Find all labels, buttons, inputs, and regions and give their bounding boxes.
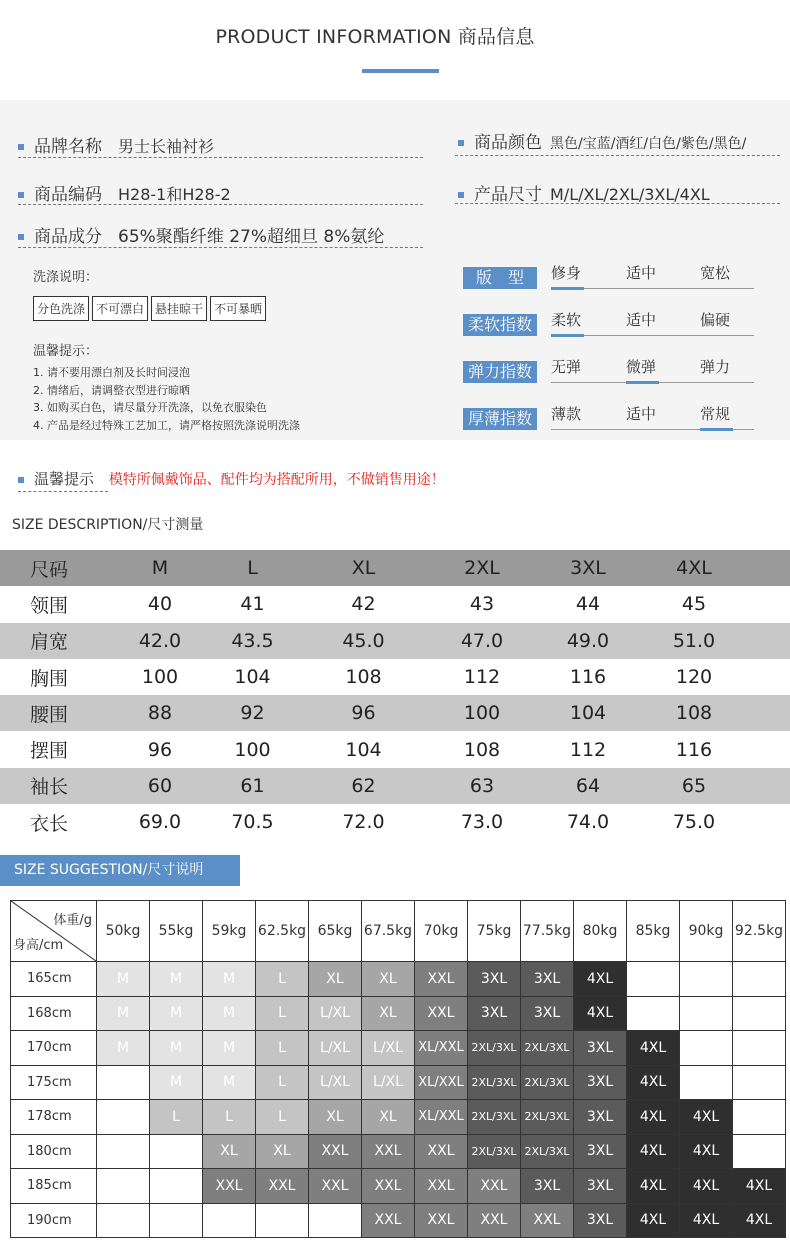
table-row	[0, 586, 790, 622]
size-cell: 4XL	[733, 1203, 786, 1238]
height-label: 190cm	[11, 1203, 97, 1238]
size-cell	[97, 1134, 150, 1169]
divider	[18, 204, 423, 205]
table-padding	[744, 804, 790, 840]
height-label: 175cm	[11, 1065, 97, 1100]
size-cell: 3XL	[574, 1169, 627, 1204]
size-cell	[733, 1065, 786, 1100]
table-row	[11, 1065, 786, 1100]
warm-note	[18, 468, 445, 489]
attribute-label: 版 型	[463, 267, 537, 289]
size-cell: XXL	[415, 962, 468, 997]
size-cell: XL	[203, 1134, 256, 1169]
table-cell: 69.0	[138, 811, 182, 834]
size-cell: L	[256, 1065, 309, 1100]
size-cell: M	[203, 996, 256, 1031]
size-cell: M	[150, 1065, 203, 1100]
washing-tags	[33, 296, 269, 321]
table-cell: 70.5	[231, 811, 274, 834]
table-cell: 104	[234, 666, 271, 689]
size-cell: 4XL	[574, 996, 627, 1031]
bullet-icon	[18, 192, 24, 198]
size-cell: 4XL	[680, 1100, 733, 1135]
size-cell: 2XL/3XL	[468, 1031, 521, 1066]
size-cell	[733, 1100, 786, 1135]
size-cell	[97, 1203, 150, 1238]
table-cell: 88	[110, 695, 210, 731]
size-cell: XXL	[203, 1169, 256, 1204]
table-padding	[744, 623, 790, 659]
size-cell: 4XL	[627, 1031, 680, 1066]
weight-header: 77.5kg	[521, 901, 574, 962]
table-padding	[744, 695, 790, 731]
size-cell: XXL	[415, 1169, 468, 1204]
attribute-option: 适中	[626, 311, 657, 329]
size-cell: 2XL/3XL	[521, 1100, 574, 1135]
table-row	[11, 996, 786, 1031]
title-underline	[362, 69, 439, 73]
table-cell: 74.0	[566, 811, 610, 834]
size-cell: XL	[309, 962, 362, 997]
height-label: 185cm	[11, 1169, 97, 1204]
divider	[455, 155, 780, 156]
size-cell: 3XL	[521, 962, 574, 997]
table-cell: 61	[210, 768, 295, 804]
weight-header: 55kg	[150, 901, 203, 962]
table-cell: 75.0	[672, 811, 716, 834]
washing-tag: 不可暴晒	[210, 296, 266, 321]
attribute-label: 柔软指数	[463, 314, 537, 336]
table-cell: 108	[644, 695, 744, 731]
code-label: 商品编码	[34, 185, 102, 205]
row-label: 摆围	[30, 740, 69, 763]
size-cell: L	[256, 996, 309, 1031]
attribute-option: 柔软	[551, 311, 582, 329]
washing-tag: 分色洗涤	[33, 296, 89, 321]
table-cell: 65	[644, 768, 744, 804]
size-cell: 2XL/3XL	[521, 1065, 574, 1100]
table-cell: 104	[532, 695, 644, 731]
row-label: 领围	[30, 594, 69, 617]
size-suggestion-title: SIZE SUGGESTION/尺寸说明	[0, 855, 240, 886]
size-description-title: SIZE DESCRIPTION/尺寸测量	[12, 517, 204, 533]
brand-row	[18, 132, 214, 157]
washing-title: 洗涤说明：	[33, 270, 99, 285]
size-cell	[733, 1134, 786, 1169]
row-label: 尺码	[0, 550, 110, 586]
size-cell: M	[97, 962, 150, 997]
weight-header: 59kg	[203, 901, 256, 962]
size-cell	[627, 996, 680, 1031]
table-row	[11, 1031, 786, 1066]
size-cell: XXL	[415, 1203, 468, 1238]
table-cell: XL	[295, 550, 432, 586]
row-label: 袖长	[0, 768, 110, 804]
bullet-icon	[458, 192, 464, 198]
attribute-selected-marker	[551, 334, 584, 337]
size-cell: 3XL	[574, 1134, 627, 1169]
table-row	[11, 962, 786, 997]
size-cell	[627, 962, 680, 997]
size-cell	[733, 1031, 786, 1066]
table-cell: 108	[345, 666, 382, 689]
brand-value: 男士长袖衬衫	[118, 137, 215, 156]
tips-list	[33, 364, 300, 434]
size-cell: XXL	[468, 1169, 521, 1204]
size-cell: 3XL	[521, 996, 574, 1031]
table-padding	[744, 768, 790, 804]
attribute-label: 厚薄指数	[463, 408, 537, 430]
table-cell: 42.0	[110, 623, 210, 659]
size-cell: XL	[362, 962, 415, 997]
table-cell: 3XL	[532, 550, 644, 586]
size-cell: XL	[362, 1100, 415, 1135]
weight-header: 67.5kg	[362, 901, 415, 962]
size-cell: 2XL/3XL	[521, 1031, 574, 1066]
size-cell: M	[150, 996, 203, 1031]
table-cell: 116	[569, 666, 607, 689]
table-cell: 2XL	[432, 550, 532, 586]
size-cell: L	[256, 1100, 309, 1135]
size-cell: 3XL	[468, 996, 521, 1031]
size-cell	[97, 1169, 150, 1204]
size-cell: XXL	[362, 1203, 415, 1238]
code-value: H28-1和H28-2	[118, 185, 231, 204]
size-cell: XL	[362, 996, 415, 1031]
row-label: 衣长	[30, 812, 69, 835]
table-row	[11, 1134, 786, 1169]
size-cell: M	[203, 1031, 256, 1066]
size-cell	[150, 1134, 203, 1169]
size-cell	[680, 962, 733, 997]
size-cell: 3XL	[521, 1169, 574, 1204]
weight-header: 92.5kg	[733, 901, 786, 962]
size-cell	[680, 996, 733, 1031]
size-cell: XXL	[362, 1169, 415, 1204]
table-cell: 116	[675, 738, 713, 761]
attribute-label: 弹力指数	[463, 361, 537, 383]
table-row	[0, 695, 790, 731]
size-row	[458, 180, 710, 205]
height-label: 168cm	[11, 996, 97, 1031]
size-cell: 4XL	[733, 1169, 786, 1204]
size-cell: L	[203, 1100, 256, 1135]
size-cell: L/XL	[309, 996, 362, 1031]
size-cell: XXL	[415, 996, 468, 1031]
height-label: 180cm	[11, 1134, 97, 1169]
table-row	[0, 659, 790, 695]
material-label: 商品成分	[34, 227, 102, 247]
table-cell: 40	[147, 593, 173, 616]
size-value: M/L/XL/2XL/3XL/4XL	[550, 185, 710, 204]
attribute-row	[463, 262, 755, 309]
bullet-icon	[458, 140, 464, 146]
table-padding	[744, 550, 790, 586]
size-cell: 4XL	[680, 1134, 733, 1169]
weight-header: 90kg	[680, 901, 733, 962]
tips-title: 温馨提示：	[33, 344, 99, 359]
size-cell	[733, 996, 786, 1031]
size-cell: 2XL/3XL	[521, 1134, 574, 1169]
size-suggestion-table	[10, 900, 786, 1238]
weight-header: 50kg	[97, 901, 150, 962]
weight-header: 62.5kg	[256, 901, 309, 962]
weight-header: 80kg	[574, 901, 627, 962]
table-padding	[744, 586, 790, 622]
size-cell: XL	[256, 1134, 309, 1169]
size-cell: 3XL	[574, 1065, 627, 1100]
height-label: 178cm	[11, 1100, 97, 1135]
attribute-option: 宽松	[700, 264, 731, 282]
size-cell	[150, 1203, 203, 1238]
table-cell: L	[210, 550, 295, 586]
size-cell: 3XL	[468, 962, 521, 997]
weight-axis-label: 体重/g	[53, 913, 92, 928]
attribute-option: 偏硬	[700, 311, 731, 329]
attribute-selected-marker	[626, 381, 659, 384]
size-cell: 2XL/3XL	[468, 1100, 521, 1135]
size-cell	[309, 1203, 362, 1238]
attribute-option: 微弹	[626, 358, 657, 376]
attribute-option: 适中	[626, 405, 657, 423]
size-cell: 4XL	[680, 1169, 733, 1204]
size-cell	[203, 1203, 256, 1238]
size-cell: 2XL/3XL	[468, 1065, 521, 1100]
table-padding	[744, 659, 790, 695]
table-cell: 96	[295, 695, 432, 731]
size-cell: 3XL	[574, 1100, 627, 1135]
table-cell: 44	[575, 593, 601, 616]
table-row	[0, 804, 790, 840]
table-row	[11, 1100, 786, 1135]
attribute-option: 修身	[551, 264, 582, 282]
attribute-option: 常规	[700, 405, 731, 423]
table-cell: M	[110, 550, 210, 586]
size-cell: L/XL	[309, 1031, 362, 1066]
weight-header: 75kg	[468, 901, 521, 962]
page-title: PRODUCT INFORMATION 商品信息	[215, 26, 535, 48]
attribute-option: 薄款	[551, 405, 582, 423]
table-cell: 60	[110, 768, 210, 804]
attribute-option: 无弹	[551, 358, 582, 376]
size-cell: XXL	[309, 1169, 362, 1204]
attribute-option: 适中	[626, 264, 657, 282]
table-row	[0, 623, 790, 659]
divider	[455, 203, 780, 204]
size-label: 产品尺寸	[474, 185, 542, 205]
material-row	[18, 222, 384, 247]
size-cell: XXL	[521, 1203, 574, 1238]
tip-item: 2. 情绪后，请调整衣型进行晾晒	[33, 383, 190, 397]
weight-header: 85kg	[627, 901, 680, 962]
size-cell: 4XL	[627, 1065, 680, 1100]
weight-header: 70kg	[415, 901, 468, 962]
attribute-option: 弹力	[700, 358, 731, 376]
table-cell: 63	[432, 768, 532, 804]
size-cell: 4XL	[680, 1203, 733, 1238]
warm-note-text: 模特所佩戴饰品、配件均为搭配所用，不做销售用途！	[108, 472, 445, 488]
size-cell	[97, 1065, 150, 1100]
attribute-row	[463, 356, 755, 403]
attribute-selected-marker	[700, 428, 733, 431]
size-cell: 4XL	[627, 1203, 680, 1238]
table-cell: 45.0	[295, 623, 432, 659]
size-cell: 4XL	[574, 962, 627, 997]
color-value: 黑色/宝蓝/酒红/白色/紫色/黑色/	[550, 136, 747, 152]
bullet-icon	[18, 234, 24, 240]
table-cell: 100	[432, 695, 532, 731]
divider	[18, 157, 423, 158]
tip-item: 1. 请不要用漂白剂及长时间浸泡	[33, 366, 190, 379]
size-cell	[256, 1203, 309, 1238]
weight-header: 65kg	[309, 901, 362, 962]
bullet-icon	[18, 477, 24, 483]
table-cell: 41	[240, 593, 265, 616]
size-cell: 2XL/3XL	[468, 1134, 521, 1169]
suggestion-header-row	[11, 901, 786, 962]
tip-item: 4. 产品是经过特殊工艺加工，请严格按照洗涤说明洗涤	[33, 418, 300, 432]
size-cell: L	[256, 962, 309, 997]
size-cell: XXL	[362, 1134, 415, 1169]
size-cell	[680, 1065, 733, 1100]
table-cell: 100	[141, 666, 179, 689]
size-cell: XXL	[309, 1134, 362, 1169]
table-cell: 73.0	[460, 811, 504, 834]
size-cell: M	[150, 962, 203, 997]
size-cell: 3XL	[574, 1203, 627, 1238]
attribute-selected-marker	[551, 287, 584, 290]
table-row	[11, 1203, 786, 1238]
size-cell	[150, 1169, 203, 1204]
table-cell: 45	[681, 593, 707, 616]
table-cell: 49.0	[532, 623, 644, 659]
color-row	[458, 128, 746, 153]
divider	[18, 491, 108, 492]
attributes-panel	[463, 262, 755, 450]
bullet-icon	[18, 144, 24, 150]
size-cell: XL/XXL	[415, 1100, 468, 1135]
washing-tag: 悬挂晾干	[151, 296, 207, 321]
size-cell: M	[97, 996, 150, 1031]
table-cell: 72.0	[342, 811, 385, 834]
size-cell: L/XL	[309, 1065, 362, 1100]
size-cell: XXL	[415, 1134, 468, 1169]
size-cell: L/XL	[362, 1065, 415, 1100]
table-cell: 100	[234, 738, 271, 761]
table-row	[11, 1169, 786, 1204]
attribute-row	[463, 309, 755, 356]
washing-tag: 不可漂白	[92, 296, 148, 321]
table-cell: 112	[463, 666, 501, 689]
warm-note-label: 温馨提示	[34, 470, 95, 488]
size-cell: 4XL	[627, 1100, 680, 1135]
table-cell: 92	[210, 695, 295, 731]
size-cell: M	[150, 1031, 203, 1066]
table-padding	[744, 731, 790, 767]
table-cell: 62	[295, 768, 432, 804]
size-cell: M	[203, 962, 256, 997]
tip-item: 3. 如购买白色，请尽量分开洗涤，以免衣服染色	[33, 401, 267, 414]
size-table	[0, 550, 790, 840]
size-cell: 4XL	[627, 1169, 680, 1204]
color-label: 商品颜色	[474, 133, 542, 153]
height-label: 165cm	[11, 962, 97, 997]
size-cell	[733, 962, 786, 997]
size-cell: L/XL	[362, 1031, 415, 1066]
table-row	[0, 768, 790, 804]
attribute-row	[463, 403, 755, 450]
table-cell: 43	[469, 593, 495, 616]
table-cell: 51.0	[644, 623, 744, 659]
size-cell: 3XL	[574, 1031, 627, 1066]
brand-label: 品牌名称	[34, 137, 102, 157]
size-cell	[97, 1100, 150, 1135]
code-row	[18, 180, 231, 205]
size-cell: XL/XXL	[415, 1031, 468, 1066]
size-cell: M	[203, 1065, 256, 1100]
row-label: 胸围	[30, 667, 69, 690]
size-cell	[680, 1031, 733, 1066]
height-axis-label: 身高/cm	[13, 938, 64, 953]
table-cell: 47.0	[432, 623, 532, 659]
table-cell: 43.5	[210, 623, 295, 659]
table-cell: 96	[147, 738, 173, 761]
row-label: 肩宽	[0, 623, 110, 659]
size-cell: XXL	[256, 1169, 309, 1204]
table-cell: 64	[532, 768, 644, 804]
table-cell: 120	[675, 666, 713, 689]
size-table-header	[0, 550, 790, 586]
divider	[18, 247, 423, 248]
size-cell: 4XL	[627, 1134, 680, 1169]
height-label: 170cm	[11, 1031, 97, 1066]
size-cell: XL/XXL	[415, 1065, 468, 1100]
material-value: 65%聚酯纤维 27%超细旦 8%氨纶	[118, 227, 385, 247]
table-cell: 4XL	[644, 550, 744, 586]
row-label: 腰围	[0, 695, 110, 731]
size-cell: XL	[309, 1100, 362, 1135]
table-row	[0, 731, 790, 767]
table-cell: 104	[345, 738, 382, 761]
size-cell: M	[97, 1031, 150, 1066]
size-cell: L	[150, 1100, 203, 1135]
size-cell: L	[256, 1031, 309, 1066]
corner-cell	[11, 901, 97, 962]
size-cell: XXL	[468, 1203, 521, 1238]
table-cell: 112	[569, 738, 607, 761]
table-cell: 42	[351, 593, 376, 616]
table-cell: 108	[463, 738, 501, 761]
